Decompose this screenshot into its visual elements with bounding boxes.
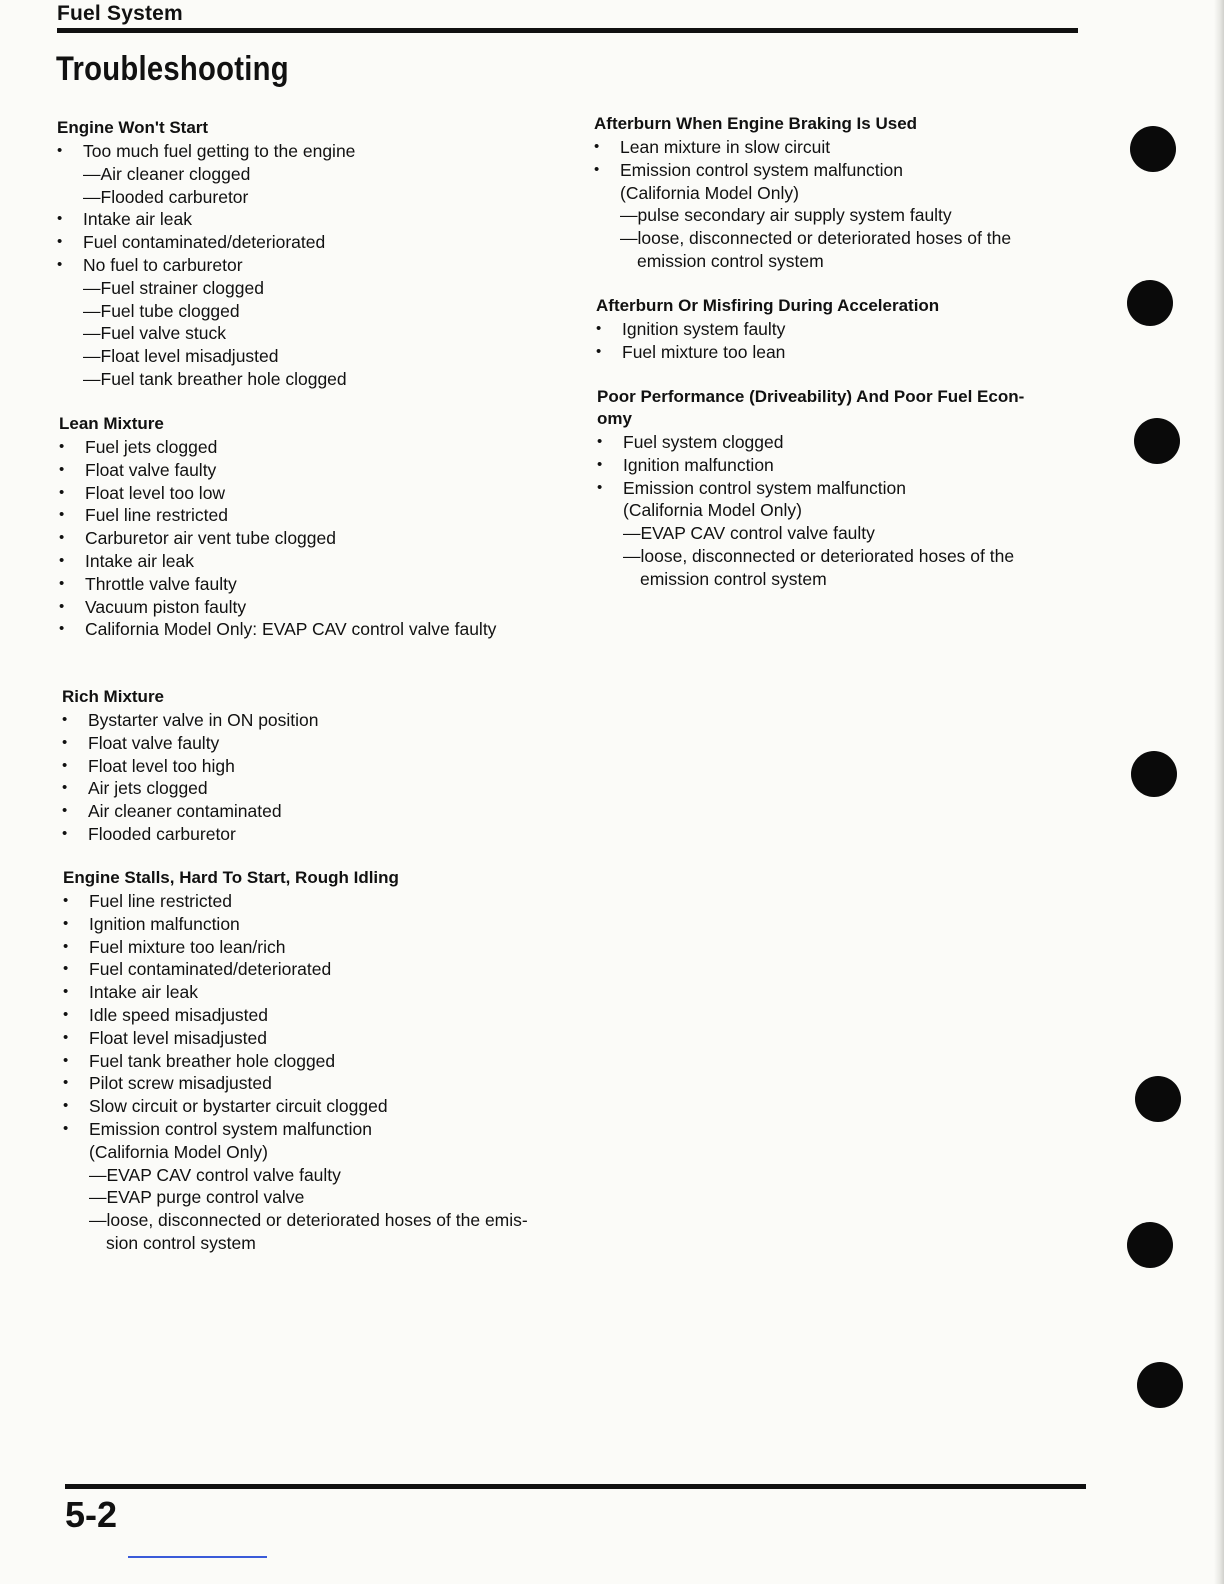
sub-item-continuation: sion control system	[106, 1233, 256, 1254]
list-item	[597, 431, 1083, 454]
binder-hole-icon	[1131, 751, 1177, 797]
item-text: Lean mixture in slow circuit	[620, 137, 831, 157]
item-list	[62, 709, 542, 846]
list-item	[596, 341, 1079, 364]
bullet-icon: •	[59, 460, 65, 478]
item-text: Air jets clogged	[88, 778, 208, 799]
sub-item-continuation: emission control system	[637, 251, 824, 272]
bullet-icon: •	[63, 1119, 69, 1137]
item-text: Intake air leak	[85, 550, 194, 571]
bullet-icon: •	[594, 138, 600, 155]
bullet-icon: •	[62, 711, 68, 728]
item-text: Intake air leak	[83, 209, 192, 230]
section-afterburn-braking	[594, 113, 1077, 273]
list-item	[63, 1050, 563, 1073]
bullet-icon: •	[63, 1028, 69, 1046]
binder-hole-icon	[1135, 1076, 1181, 1122]
section-heading: Afterburn When Engine Braking Is Used	[594, 114, 918, 133]
section-rich-mixture	[62, 686, 542, 846]
bullet-icon: •	[57, 255, 63, 273]
item-list	[596, 318, 1079, 364]
list-item	[63, 1095, 563, 1118]
bullet-icon: •	[63, 983, 69, 1001]
sub-item-continuation: emission control system	[640, 568, 827, 589]
list-item	[63, 958, 563, 981]
sub-item: —Fuel tank breather hole clogged	[83, 368, 347, 389]
list-item	[62, 732, 542, 755]
item-text: Fuel contaminated/deteriorated	[89, 959, 332, 980]
bullet-icon: •	[596, 320, 602, 337]
scan-mark	[128, 1556, 267, 1558]
item-text: Fuel contaminated/deteriorated	[83, 232, 326, 253]
list-item	[63, 981, 563, 1004]
item-text: No fuel to carburetor	[83, 254, 243, 275]
item-text: California Model Only: EVAP CAV control valve faulty	[85, 619, 497, 640]
sub-item-text: —loose, disconnected or deteriorated hoses of the	[623, 545, 1015, 566]
list-item	[63, 1118, 563, 1255]
section-engine-wont-start	[57, 117, 537, 391]
list-item	[59, 527, 559, 550]
section-heading: Afterburn Or Misfiring During Acceleration	[596, 296, 940, 315]
item-text: Bystarter valve in ON position	[88, 710, 319, 730]
item-text: Too much fuel getting to the engine	[83, 141, 356, 161]
item-text: Fuel system clogged	[623, 432, 784, 452]
item-text: Float level too high	[88, 755, 235, 776]
sub-item: —Fuel strainer clogged	[83, 277, 264, 298]
bullet-icon: •	[596, 342, 602, 360]
bullet-icon: •	[59, 551, 65, 569]
list-item	[63, 890, 563, 913]
list-item	[59, 482, 559, 505]
item-text: Fuel line restricted	[89, 891, 232, 911]
item-text: Fuel mixture too lean/rich	[89, 936, 286, 957]
list-item	[57, 254, 537, 391]
list-item	[62, 823, 542, 846]
list-item	[62, 800, 542, 823]
bullet-icon: •	[63, 1074, 69, 1092]
bullet-icon: •	[59, 438, 65, 455]
list-item	[594, 159, 1077, 273]
bullet-icon: •	[59, 483, 65, 501]
item-text: Ignition system faulty	[622, 319, 786, 339]
sub-item-text: —loose, disconnected or deteriorated hoses of the emis-	[89, 1210, 528, 1231]
sub-item: —EVAP CAV control valve faulty	[89, 1164, 341, 1185]
item-list	[57, 140, 537, 391]
section-heading: Engine Won't Start	[57, 118, 209, 137]
item-note: (California Model Only)	[89, 1141, 268, 1162]
list-item	[62, 709, 542, 732]
sub-item: —EVAP purge control valve	[89, 1187, 305, 1208]
sub-item: —Fuel valve stuck	[83, 323, 226, 344]
item-list	[594, 136, 1077, 273]
sub-item-text: —loose, disconnected or deteriorated hoses of the	[620, 228, 1012, 249]
list-item	[594, 136, 1077, 159]
list-item	[59, 618, 559, 641]
item-text: Fuel mixture too lean	[622, 341, 786, 362]
bullet-icon: •	[62, 802, 68, 820]
binder-hole-icon	[1137, 1362, 1183, 1408]
section-heading: Lean Mixture	[59, 414, 164, 433]
item-text: Fuel line restricted	[85, 505, 228, 526]
bullet-icon: •	[63, 1051, 69, 1069]
item-text: Pilot screw misadjusted	[89, 1073, 272, 1094]
sub-item: —Float level misadjusted	[83, 346, 279, 367]
section-heading: Rich Mixture	[62, 687, 165, 706]
bullet-icon: •	[63, 914, 69, 932]
scan-edge	[1214, 0, 1224, 1584]
bullet-icon: •	[63, 892, 69, 909]
list-item	[59, 550, 559, 573]
sub-item-long	[594, 227, 1077, 273]
list-item	[59, 436, 559, 459]
sub-item-long	[597, 545, 1083, 591]
section-engine-stalls	[63, 867, 563, 1255]
list-item	[63, 936, 563, 959]
item-list	[63, 890, 563, 1255]
section-heading	[597, 386, 1083, 430]
binder-hole-icon	[1130, 126, 1176, 172]
bullet-icon: •	[59, 620, 65, 638]
list-item	[596, 318, 1079, 341]
page-number: 5-2	[65, 1494, 118, 1535]
bullet-icon: •	[597, 455, 603, 473]
bullet-icon: •	[57, 233, 63, 251]
item-text: Ignition malfunction	[623, 454, 774, 475]
list-item	[63, 1004, 563, 1027]
item-text: Emission control system malfunction	[620, 159, 904, 180]
item-text: Intake air leak	[89, 982, 198, 1003]
bullet-icon: •	[63, 1005, 69, 1023]
item-note: (California Model Only)	[620, 182, 799, 203]
bullet-icon: •	[597, 478, 603, 496]
list-item	[62, 777, 542, 800]
item-text: Flooded carburetor	[88, 823, 236, 844]
item-text: Float level misadjusted	[89, 1027, 267, 1048]
bullet-icon: •	[63, 1097, 69, 1115]
item-text: Ignition malfunction	[89, 913, 240, 934]
item-text: Fuel tank breather hole clogged	[89, 1050, 336, 1071]
list-item	[57, 231, 537, 254]
sub-item-long	[63, 1209, 563, 1255]
list-item	[63, 913, 563, 936]
item-text: Emission control system malfunction	[623, 477, 907, 498]
list-item	[62, 755, 542, 778]
item-text: Emission control system malfunction	[89, 1118, 373, 1139]
item-text: Idle speed misadjusted	[89, 1004, 268, 1025]
list-item	[597, 477, 1083, 591]
list-item	[59, 573, 559, 596]
sub-item: —EVAP CAV control valve faulty	[623, 523, 875, 544]
section-poor-performance	[597, 386, 1083, 591]
binder-hole-icon	[1127, 1222, 1173, 1268]
sub-item: —Fuel tube clogged	[83, 300, 240, 321]
footer-rule	[65, 1484, 1086, 1489]
list-item	[57, 208, 537, 231]
bullet-icon: •	[59, 597, 65, 615]
bullet-icon: •	[59, 574, 65, 592]
bullet-icon: •	[63, 937, 69, 955]
heading-text: Poor Performance (Driveability) And Poor Fuel Econ-	[597, 387, 1025, 406]
list-item	[597, 454, 1083, 477]
list-item	[63, 1027, 563, 1050]
running-header: Fuel System	[57, 2, 183, 25]
item-text: Float valve faulty	[85, 459, 217, 480]
section-afterburn-accel	[596, 295, 1079, 364]
binder-hole-icon	[1134, 418, 1180, 464]
page-title: Troubleshooting	[56, 50, 289, 88]
item-text: Carburetor air vent tube clogged	[85, 528, 336, 549]
item-list	[59, 436, 559, 641]
bullet-icon: •	[62, 824, 68, 842]
bullet-icon: •	[597, 433, 603, 450]
binder-hole-icon	[1127, 280, 1173, 326]
list-item	[59, 596, 559, 619]
item-list	[597, 431, 1083, 591]
item-text: Throttle valve faulty	[85, 573, 237, 594]
bullet-icon: •	[57, 210, 63, 228]
bullet-icon: •	[59, 529, 65, 547]
list-item	[59, 459, 559, 482]
bullet-icon: •	[62, 756, 68, 774]
bullet-icon: •	[62, 779, 68, 797]
item-text: Vacuum piston faulty	[85, 596, 247, 617]
item-text: Float valve faulty	[88, 732, 220, 753]
item-text: Slow circuit or bystarter circuit clogged	[89, 1096, 388, 1117]
item-note: (California Model Only)	[623, 500, 802, 521]
list-item	[57, 140, 537, 208]
bullet-icon: •	[59, 506, 65, 524]
item-text: Float level too low	[85, 482, 226, 503]
bullet-icon: •	[57, 142, 63, 159]
list-item	[59, 504, 559, 527]
item-text: Air cleaner contaminated	[88, 801, 282, 822]
section-lean-mixture	[59, 413, 559, 641]
sub-item: —Flooded carburetor	[83, 186, 249, 207]
bullet-icon: •	[63, 960, 69, 978]
list-item	[63, 1072, 563, 1095]
header-rule	[57, 28, 1078, 33]
section-heading: Engine Stalls, Hard To Start, Rough Idling	[63, 868, 399, 887]
sub-item: —pulse secondary air supply system faulty	[620, 205, 952, 226]
bullet-icon: •	[62, 733, 68, 751]
sub-item: —Air cleaner clogged	[83, 163, 251, 184]
bullet-icon: •	[594, 160, 600, 178]
heading-continuation: omy	[597, 409, 632, 428]
item-text: Fuel jets clogged	[85, 437, 218, 457]
